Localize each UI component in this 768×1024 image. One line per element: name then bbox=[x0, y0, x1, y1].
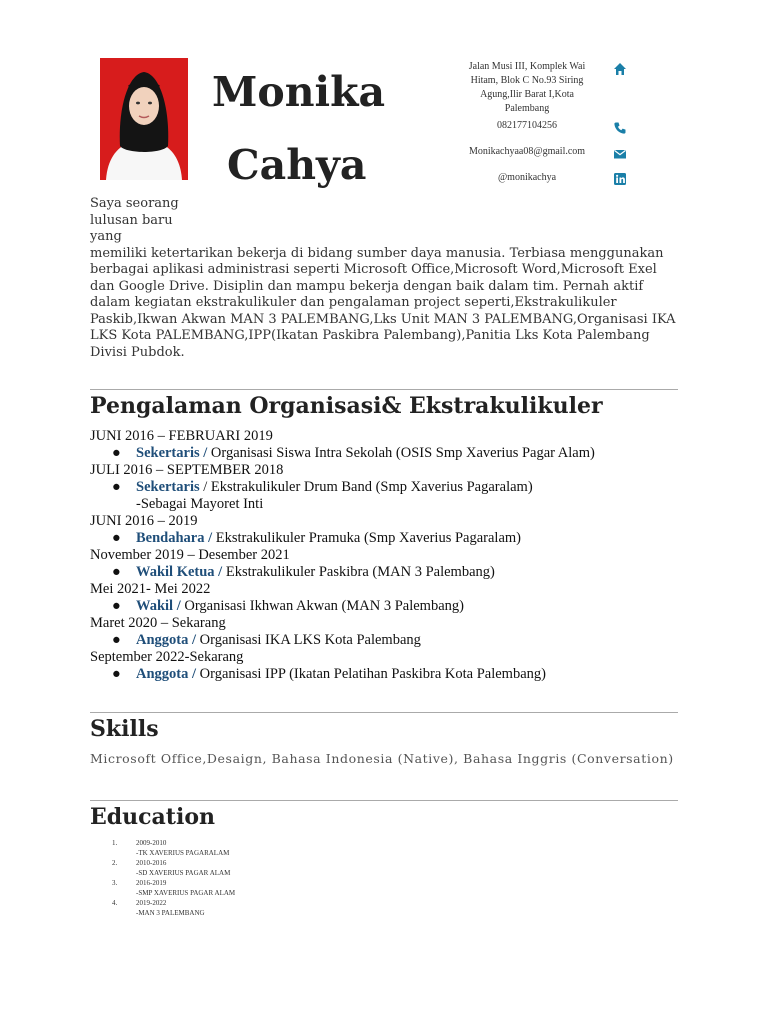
experience-item bbox=[90, 564, 690, 581]
education-school: -MAN 3 PALEMBANG bbox=[136, 908, 205, 917]
experience-desc: Ekstrakulikuler Pramuka (Smp Xaverius Pagaralam) bbox=[212, 530, 521, 546]
email-text[interactable]: Monikachyaa08@gmail.com bbox=[468, 146, 586, 157]
education-heading: Education bbox=[90, 804, 215, 830]
summary-body: memiliki ketertarikan bekerja di bidang sumber daya manusia. Terbiasa menggunakan berbagai aplikasi administrasi seperti Microsoft Office,Microsoft Word,Microsoft Exel dan Google Drive. Disiplin dan mampu bekerja dengan baik dalam tim. Pernah aktif dalam kegiatan ekstrakulikuler dan pengalaman project seperti,Ekstrakulikuler Paskib,Ikwan Akwan MAN 3 PALEMBANG,Lks Unit MAN 3 PALEMBANG,Organisasi IKA LKS Kota PALEMBANG,IPP(Ikatan Paskibra Palembang),Panitia Lks Kota Palembang Divisi Pubdok. bbox=[90, 245, 676, 360]
bullet-icon: ● bbox=[112, 666, 121, 682]
education-years: 2016-2019 bbox=[136, 879, 167, 887]
experience-role: Wakil / bbox=[136, 598, 181, 614]
education-school: -TK XAVERIUS PAGARALAM bbox=[136, 848, 230, 857]
first-name: Monika bbox=[212, 68, 386, 116]
section-divider bbox=[90, 712, 678, 713]
social-handle-text[interactable]: @monikachya bbox=[497, 172, 557, 183]
experience-desc: Organisasi IPP (Ikatan Pelatihan Paskibra Kota Palembang) bbox=[196, 666, 546, 682]
education-years: 2009-2010 bbox=[136, 839, 167, 847]
experience-role: Bendahara / bbox=[136, 530, 213, 546]
candidate-name bbox=[212, 56, 385, 202]
experience-desc: / Ekstrakulikuler Drum Band (Smp Xaverius Pagaralam) bbox=[199, 479, 533, 495]
phone-icon bbox=[613, 121, 627, 135]
experience-role: Sekertaris bbox=[136, 479, 200, 495]
experience-desc: Organisasi IKA LKS Kota Palembang bbox=[196, 632, 421, 648]
experience-period: November 2019 – Desember 2021 bbox=[90, 547, 290, 563]
profile-photo bbox=[100, 58, 188, 180]
experience-list bbox=[90, 428, 690, 683]
experience-role: Anggota / bbox=[136, 666, 197, 682]
experience-desc: Organisasi Ikhwan Akwan (MAN 3 Palembang) bbox=[180, 598, 464, 614]
bullet-icon: ● bbox=[112, 530, 121, 546]
summary-intro: Saya seorang lulusan baru yang bbox=[90, 196, 179, 244]
experience-heading: Pengalaman Organisasi& Ekstrakulikuler bbox=[90, 393, 603, 419]
experience-role: Wakil Ketua / bbox=[136, 564, 223, 580]
experience-item bbox=[90, 530, 690, 547]
section-divider bbox=[90, 389, 678, 390]
email-icon bbox=[613, 147, 627, 161]
education-number: 2. bbox=[112, 859, 118, 867]
experience-desc: Organisasi Siswa Intra Sekolah (OSIS Smp Xaverius Pagar Alam) bbox=[207, 445, 595, 461]
address-text: Jalan Musi III, Komplek Wai Hitam, Blok C No.93 Siring Agung,Ilir Barat I,Kota Palembang bbox=[468, 61, 586, 114]
profile-summary bbox=[90, 196, 680, 361]
contact-block bbox=[458, 60, 638, 183]
last-name: Cahya bbox=[227, 141, 367, 189]
skills-heading: Skills bbox=[90, 716, 159, 742]
education-years: 2010-2016 bbox=[136, 859, 167, 867]
education-item bbox=[112, 859, 235, 878]
experience-role: Anggota / bbox=[136, 632, 197, 648]
bullet-icon: ● bbox=[112, 632, 121, 648]
education-number: 3. bbox=[112, 879, 118, 887]
experience-period: JUNI 2016 – FEBRUARI 2019 bbox=[90, 428, 273, 444]
experience-role: Sekertaris / bbox=[136, 445, 208, 461]
experience-item bbox=[90, 666, 690, 683]
linkedin-icon bbox=[613, 172, 627, 186]
section-divider bbox=[90, 800, 678, 801]
education-item bbox=[112, 839, 235, 858]
experience-item bbox=[90, 479, 690, 496]
bullet-icon: ● bbox=[112, 479, 121, 495]
education-number: 4. bbox=[112, 899, 118, 907]
phone-text: 082177104256 bbox=[497, 120, 557, 131]
education-school: -SD XAVERIUS PAGAR ALAM bbox=[136, 868, 231, 877]
profile-photo-image bbox=[100, 58, 188, 180]
experience-desc: Ekstrakulikuler Paskibra (MAN 3 Palembang) bbox=[222, 564, 495, 580]
education-school: -SMP XAVERIUS PAGAR ALAM bbox=[136, 888, 236, 897]
skills-text: Microsoft Office,Desaign, Bahasa Indonesia (Native), Bahasa Inggris (Conversation) bbox=[90, 751, 674, 766]
experience-period: JULI 2016 – SEPTEMBER 2018 bbox=[90, 462, 284, 478]
experience-item bbox=[90, 598, 690, 615]
home-icon bbox=[613, 62, 627, 76]
education-item bbox=[112, 899, 235, 918]
experience-period: September 2022-Sekarang bbox=[90, 649, 244, 665]
bullet-icon: ● bbox=[112, 598, 121, 614]
experience-note: -Sebagai Mayoret Inti bbox=[136, 496, 264, 512]
experience-period: Mei 2021- Mei 2022 bbox=[90, 581, 211, 597]
education-number: 1. bbox=[112, 839, 118, 847]
education-years: 2019-2022 bbox=[136, 899, 167, 907]
experience-period: Maret 2020 – Sekarang bbox=[90, 615, 226, 631]
experience-item bbox=[90, 632, 690, 649]
bullet-icon: ● bbox=[112, 564, 121, 580]
experience-period: JUNI 2016 – 2019 bbox=[90, 513, 198, 529]
education-item bbox=[112, 879, 235, 898]
bullet-icon: ● bbox=[112, 445, 121, 461]
education-list bbox=[112, 839, 235, 919]
experience-item bbox=[90, 445, 690, 462]
